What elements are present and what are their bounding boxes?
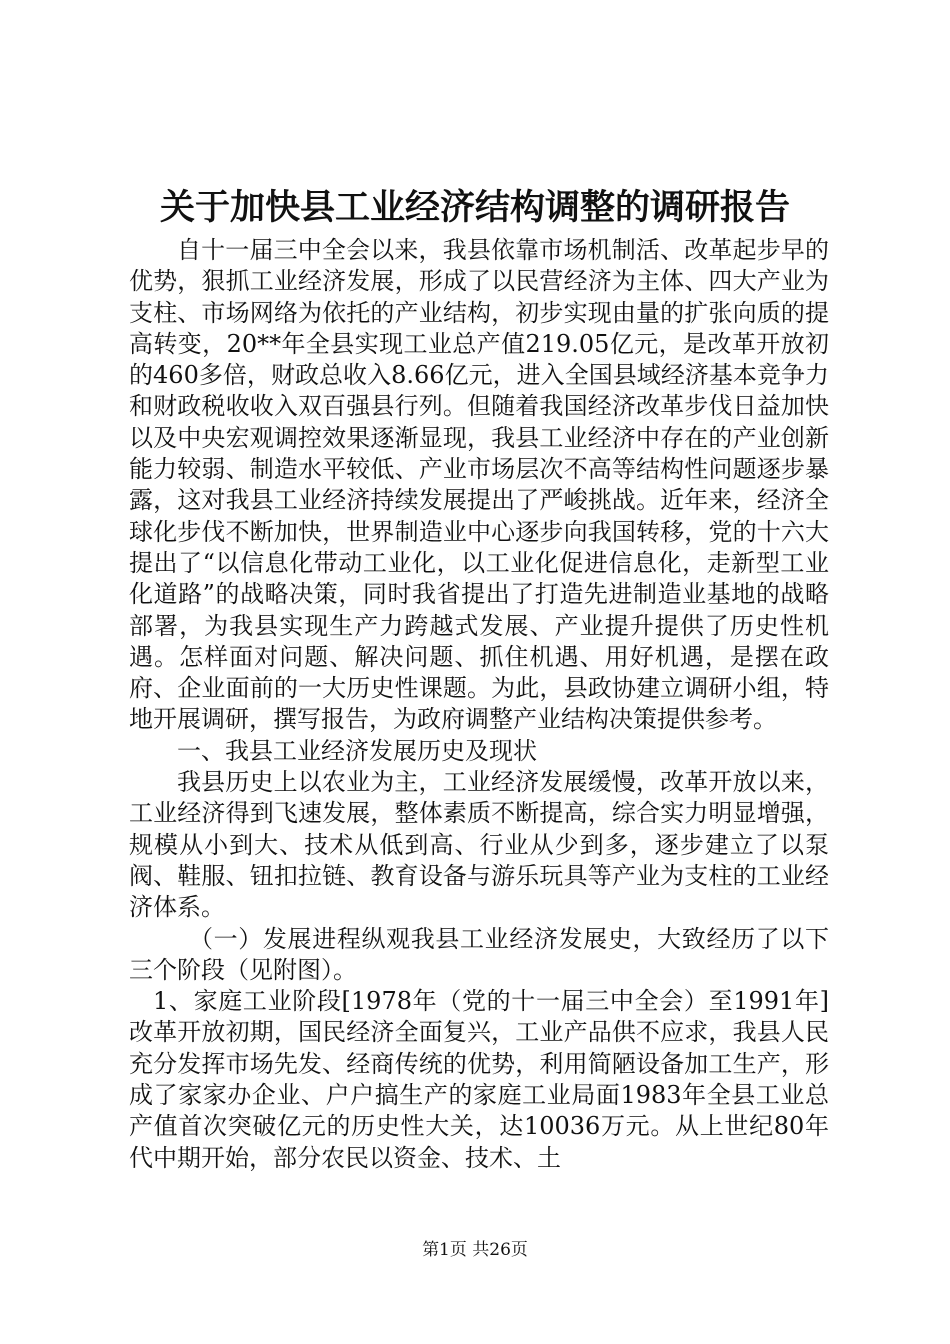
document-body [129,235,829,1174]
subsection-heading-1: （一）发展进程纵观我县工业经济发展史，大致经历了以下三个阶段（见附图）。 [129,924,829,984]
section-heading-1: 一、我县工业经济发展历史及现状 [177,736,537,765]
paragraph-intro: 自十一届三中全会以来，我县依靠市场机制活、改革起步早的优势，狠抓工业经济发展，形成了以民营经济为主体、四大产业为支柱、市场网络为依托的产业结构，初步实现由量的扩张向质的提高转变，20**年全县实现工业总产值219.05亿元，是改革开放初的460多倍，财政总收入8.66亿元，进入全国县域经济基本竞争力和财政税收收入双百强县行列。但随着我国经济改革步伐日益加快以及中央宏观调控效果逐渐显现，我县工业经济中存在的产业创新能力较弱、制造水平较低、产业市场层次不高等结构性问题逐步暴露，这对我县工业经济持续发展提出了严峻挑战。近年来，经济全球化步伐不断加快，世界制造业中心逐步向我国转移，党的十六大提出了“以信息化带动工业化，以工业化促进信息化，走新型工业化道路”的战略决策，同时我省提出了打造先进制造业基地的战略部署，为我县实现生产力跨越式发展、产业提升提供了历史性机遇。怎样面对问题、解决问题、抓住机遇、用好机遇，是摆在政府、企业面前的一大历史性课题。为此，县政协建立调研小组，特地开展调研，撰写报告，为政府调整产业结构决策提供参考。 [129,236,829,734]
paragraph-history: 我县历史上以农业为主，工业经济发展缓慢，改革开放以来，工业经济得到飞速发展，整体素质不断提高，综合实力明显增强，规模从小到大、技术从低到高、行业从少到多，逐步建立了以泵阀、鞋服、钮扣拉链、教育设备与游乐玩具等产业为支柱的工业经济体系。 [129,768,829,922]
document-title: 关于加快县工业经济结构调整的调研报告 [159,187,790,228]
page-number-footer: 第1页 共26页 [422,1240,528,1260]
paragraph-stage-1: 1、家庭工业阶段[1978年（党的十一届三中全会）至1991年]改革开放初期，国民经济全面复兴，工业产品供不应求，我县人民充分发挥市场先发、经商传统的优势，利用简陋设备加工生产，形成了家家办企业、户户搞生产的家庭工业局面1983年全县工业总产值首次突破亿元的历史性大关，达10036万元。从上世纪80年代中期开始，部分农民以资金、技术、土 [129,987,829,1172]
